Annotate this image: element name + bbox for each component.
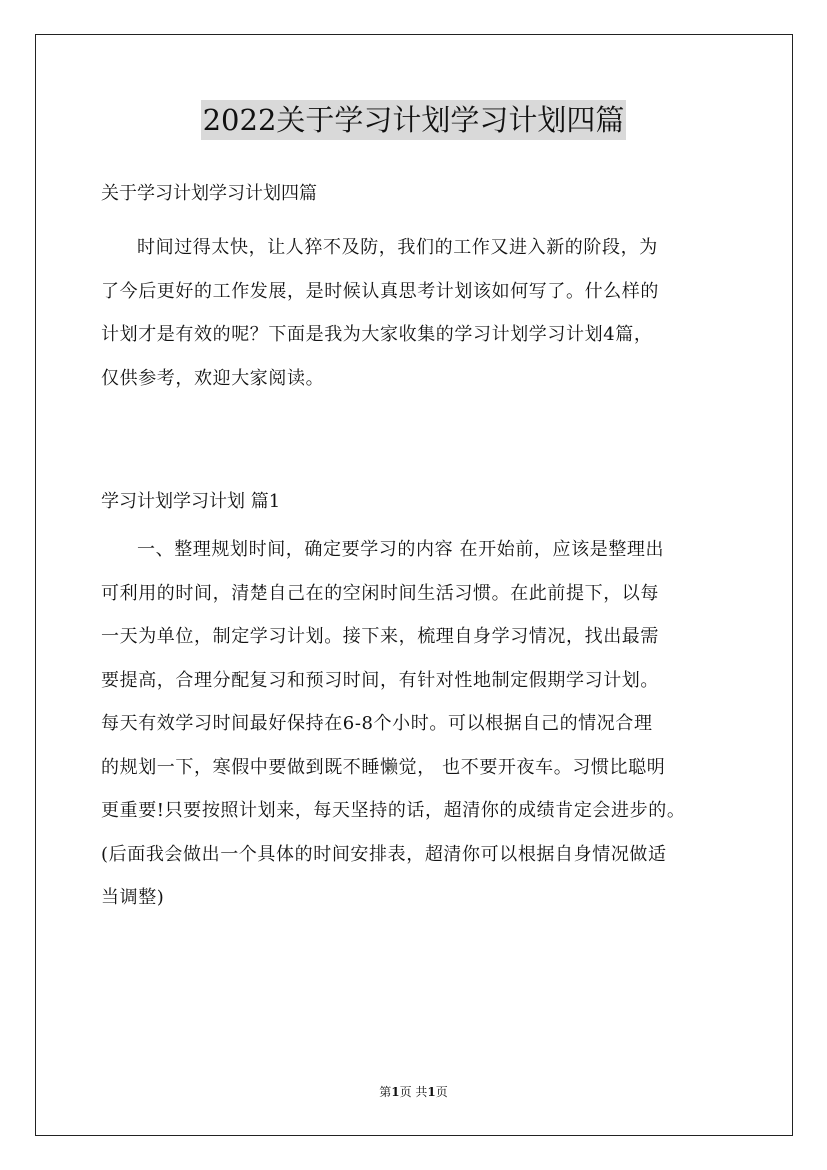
- footer-page-prefix: 第: [379, 1085, 392, 1099]
- section-line: 每天有效学习时间最好保持在6-8个小时。可以根据自己的情况合理: [101, 713, 653, 734]
- section-line: 一天为单位，制定学习计划。接下来，梳理自身学习情况，找出最需: [101, 626, 659, 647]
- section-heading: 学习计划学习计划 篇1: [101, 491, 281, 512]
- document-body: [101, 174, 731, 920]
- section-line: 当调整): [101, 887, 165, 908]
- intro-line: 时间过得太快，让人猝不及防，我们的工作又进入新的阶段，为: [137, 237, 658, 258]
- page-footer: [0, 1083, 827, 1100]
- intro-line: 计划才是有效的呢？下面是我为大家收集的学习计划学习计划4篇，: [101, 324, 653, 345]
- section-line: 的规划一下，寒假中要做到既不睡懒觉， 也不要开夜车。习惯比聪明: [101, 756, 666, 778]
- footer-page-total: 1: [427, 1085, 436, 1099]
- section-line: 要提高，合理分配复习和预习时间，有针对性地制定假期学习计划。: [101, 669, 659, 691]
- intro-paragraph: [101, 226, 731, 400]
- section-line: 更重要!只要按照计划来，每天坚持的话，超清你的成绩肯定会进步的。: [101, 800, 686, 821]
- title-container: [0, 100, 827, 140]
- intro-line: 了今后更好的工作发展，是时候认真思考计划该如何写了。什么样的: [101, 280, 659, 302]
- section-paragraph: [101, 528, 731, 920]
- document-subtitle: 关于学习计划学习计划四篇: [101, 183, 317, 204]
- intro-line: 仅供参考，欢迎大家阅读。: [101, 367, 325, 389]
- footer-page-mid: 页 共: [399, 1085, 428, 1099]
- document-title: 2022关于学习计划学习计划四篇: [201, 100, 627, 140]
- section-line: (后面我会做出一个具体的时间安排表，超清你可以根据自身情况做适: [101, 843, 667, 865]
- section-line: 一、整理规划时间，确定要学习的内容 在开始前，应该是整理出: [137, 539, 665, 560]
- footer-page-suffix: 页: [435, 1085, 448, 1099]
- section-line: 可利用的时间，清楚自己在的空闲时间生活习惯。在此前提下，以每: [101, 582, 659, 604]
- footer-page-current: 1: [391, 1085, 400, 1099]
